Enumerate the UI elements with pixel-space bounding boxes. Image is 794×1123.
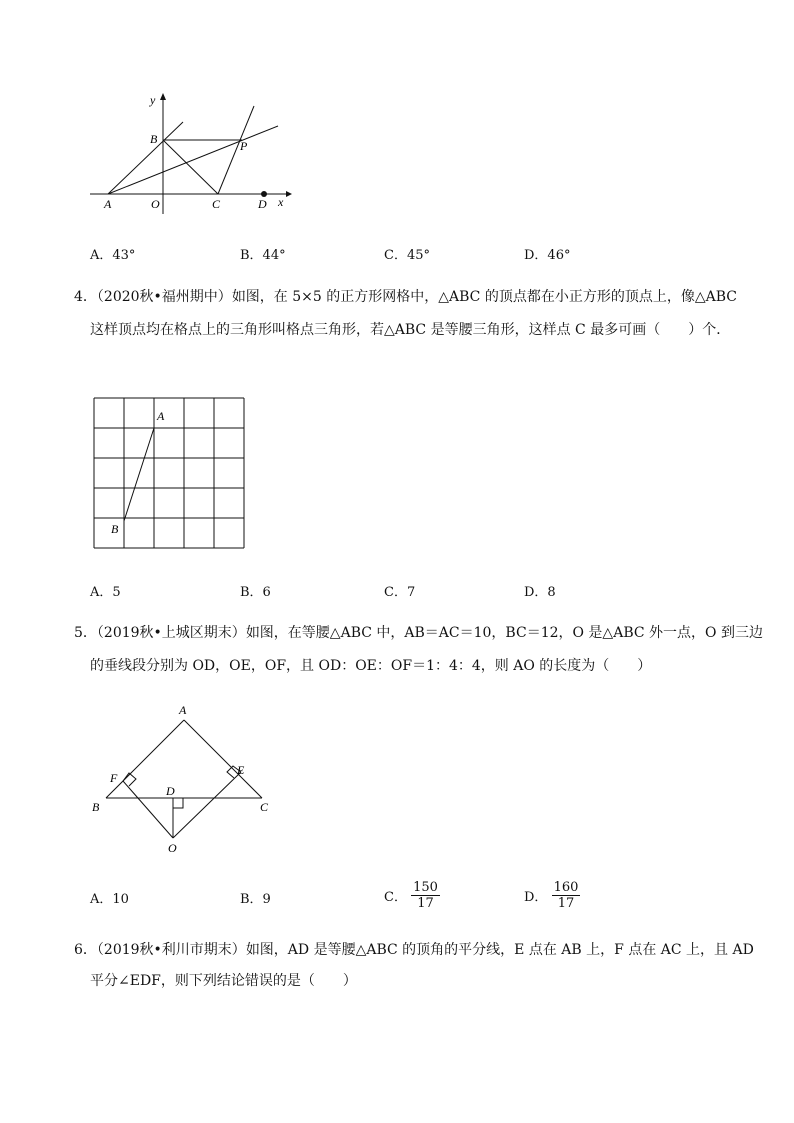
label-x: x xyxy=(278,195,284,209)
q3-option-c[interactable]: C．45° xyxy=(384,248,430,263)
label-O: O xyxy=(151,197,160,211)
label-D: D xyxy=(166,784,175,798)
q5-source: （2019秋•上城区期末） xyxy=(96,625,246,641)
q5-number: 5． xyxy=(74,625,97,641)
label-A: A xyxy=(104,197,112,211)
q5-option-d-fraction xyxy=(552,880,581,911)
q6-source: （2019秋•利川市期末） xyxy=(96,942,246,958)
q5-stem-line1: 如图，在等腰△ABC 中，AB＝AC＝10，BC＝12，O 是△ABC 外一点，O 到三边 xyxy=(245,625,763,641)
q6-line2: 平分∠EDF，则下列结论错误的是（ ） xyxy=(90,973,357,989)
q5-option-d-label: D． xyxy=(524,890,548,905)
q6-number: 6． xyxy=(74,942,97,958)
q5-line2: 的垂线段分别为 OD，OE，OF，且 OD：OE：OF＝1：4：4，则 AO 的长度为（ ） xyxy=(90,658,652,674)
q5-option-c[interactable] xyxy=(384,880,440,911)
q5-figure xyxy=(86,700,286,856)
label-A: A xyxy=(157,409,165,423)
x-axis-arrow xyxy=(286,191,292,197)
q4-grid-figure xyxy=(88,392,252,558)
denominator: 17 xyxy=(417,896,434,911)
label-O: O xyxy=(168,841,177,855)
q3-option-a[interactable]: A．43° xyxy=(90,248,136,263)
label-D: D xyxy=(258,197,267,211)
denominator: 17 xyxy=(557,896,575,911)
q4-number: 4． xyxy=(74,289,97,305)
q5-option-a[interactable]: A．10 xyxy=(90,892,129,907)
q4-line2: 这样顶点均在格点上的三角形叫格点三角形，若△ABC 是等腰三角形，这样点 C 最多可画（ ）个． xyxy=(90,322,731,338)
y-axis-arrow xyxy=(160,93,166,100)
q6-line1 xyxy=(74,940,754,960)
q5-option-b[interactable]: B．9 xyxy=(240,892,271,907)
label-C: C xyxy=(260,800,269,814)
line-AP-extended xyxy=(108,126,278,194)
q4-stem-line1: 如图，在 5×5 的正方形网格中，△ABC 的顶点都在小正方形的顶点上，像△ABC xyxy=(231,289,737,305)
q5-option-c-label: C． xyxy=(384,890,407,905)
q4-line1 xyxy=(74,287,737,307)
q3-option-d[interactable]: D．46° xyxy=(524,248,571,263)
numerator: 150 xyxy=(413,880,438,895)
label-y: y xyxy=(150,93,156,107)
label-A: A xyxy=(179,703,187,717)
line-AB-extended xyxy=(108,122,183,194)
label-E: E xyxy=(237,763,245,777)
segment-AC xyxy=(184,720,262,798)
q4-source: （2020秋•福州期中） xyxy=(96,289,232,305)
segment-AB xyxy=(124,428,154,521)
q4-option-d[interactable]: D．8 xyxy=(524,585,556,600)
label-B: B xyxy=(150,132,158,146)
q6-stem-line1: 如图，AD 是等腰△ABC 的顶角的平分线，E 点在 AB 上，F 点在 AC 上，且 AD xyxy=(245,942,754,958)
q3-option-b[interactable]: B．44° xyxy=(240,248,286,263)
segment-BC xyxy=(163,140,218,194)
q5-line1 xyxy=(74,623,763,643)
label-B: B xyxy=(111,522,119,536)
q4-option-b[interactable]: B．6 xyxy=(240,585,271,600)
right-angle-D xyxy=(173,798,183,808)
q5-option-c-fraction xyxy=(411,880,440,911)
label-B: B xyxy=(92,800,100,814)
label-F: F xyxy=(110,771,118,785)
label-P: P xyxy=(240,139,248,153)
q4-option-c[interactable]: C．7 xyxy=(384,585,416,600)
q4-option-a[interactable]: A．5 xyxy=(90,585,121,600)
q5-option-d[interactable] xyxy=(524,880,580,911)
numerator: 160 xyxy=(553,880,579,895)
q3-figure xyxy=(80,88,300,220)
line-CP-extended xyxy=(218,106,254,194)
label-C: C xyxy=(212,197,221,211)
